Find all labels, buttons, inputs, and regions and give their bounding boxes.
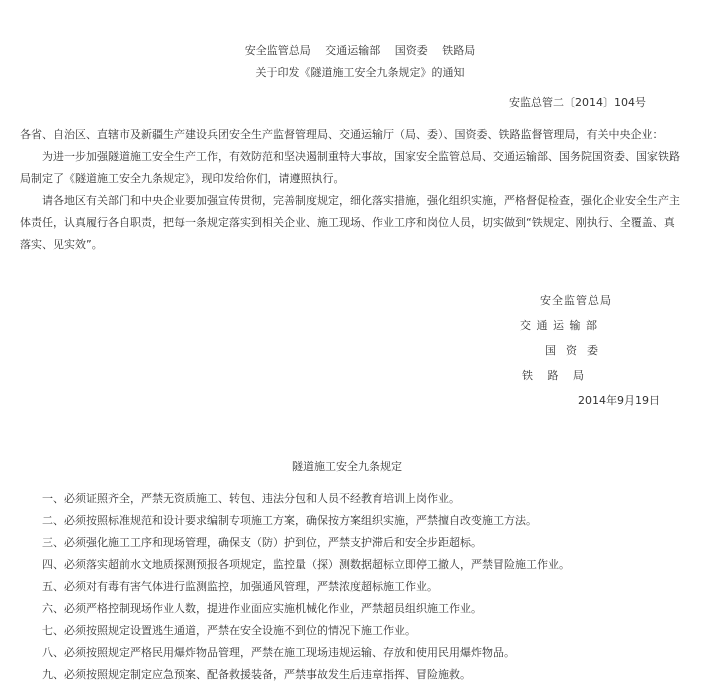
signature-line-3: 国 资 委 (545, 344, 599, 357)
rule-item: 九、必须按照规定制定应急预案、配备救援装备，严禁事故发生后违章指挥、冒险施救。 (42, 668, 471, 681)
notice-title: 关于印发《隧道施工安全九条规定》的通知 (255, 66, 465, 79)
paragraph-2: 请各地区有关部门和中央企业要加强宣传贯彻，完善制度规定，细化落实措施，强化组织实施，严格督促检查，强化企业安全生产主体责任，认真履行各自职责，把每一条规定落实到相关企业、施工现场、作业工序和岗位人员，切实做到“铁规定、刚执行、全覆盖、真落实、见实效”。 (20, 194, 680, 251)
signature-line-2: 交 通 运 输 部 (520, 319, 598, 332)
paragraph-1: 为进一步加强隧道施工安全生产工作，有效防范和坚决遏制重特大事故，国家安全监管总局、交通运输部、国务院国资委、国家铁路局制定了《隧道施工安全九条规定》，现印发给你们，请遵照执行。 (20, 150, 680, 185)
rule-item: 三、必须强化施工工序和现场管理，确保支（防）护到位，严禁支护滞后和安全步距超标。 (42, 536, 482, 549)
rule-item: 一、必须证照齐全，严禁无资质施工、转包、违法分包和人员不经教育培训上岗作业。 (42, 492, 460, 505)
rule-item: 四、必须落实超前水文地质探测预报各项规定，监控量（探）测数据超标立即停工撤人，严禁冒险施工作业。 (42, 558, 570, 571)
rule-item: 七、必须按照规定设置逃生通道，严禁在安全设施不到位的情况下施工作业。 (42, 624, 416, 637)
regulation-title: 隧道施工安全九条规定 (292, 460, 402, 473)
rule-item: 六、必须严格控制现场作业人数，提进作业面应实施机械化作业，严禁超员组织施工作业。 (42, 602, 482, 615)
rule-item: 二、必须按照标准规范和设计要求编制专项施工方案，确保按方案组织实施，严禁擅自改变施工方法。 (42, 514, 537, 527)
addressees: 各省、自治区、直辖市及新疆生产建设兵团安全生产监督管理局、交通运输厅（局、委）、国资委、铁路监督管理局，有关中央企业： (20, 128, 664, 141)
rule-item: 八、必须按照规定严格民用爆炸物品管理，严禁在施工现场违规运输、存放和使用民用爆炸物品。 (42, 646, 515, 659)
signature-line-1: 安全监管总局 (540, 294, 612, 307)
document-number: 安监总管二〔2014〕104号 (509, 96, 646, 109)
issuing-authorities: 安全监管总局 交通运输部 国资委 铁路局 (244, 44, 476, 57)
signature-date: 2014年9月19日 (578, 394, 660, 407)
signature-line-4: 铁 路 局 (522, 369, 585, 382)
rule-item: 五、必须对有毒有害气体进行监测监控，加强通风管理，严禁浓度超标施工作业。 (42, 580, 438, 593)
